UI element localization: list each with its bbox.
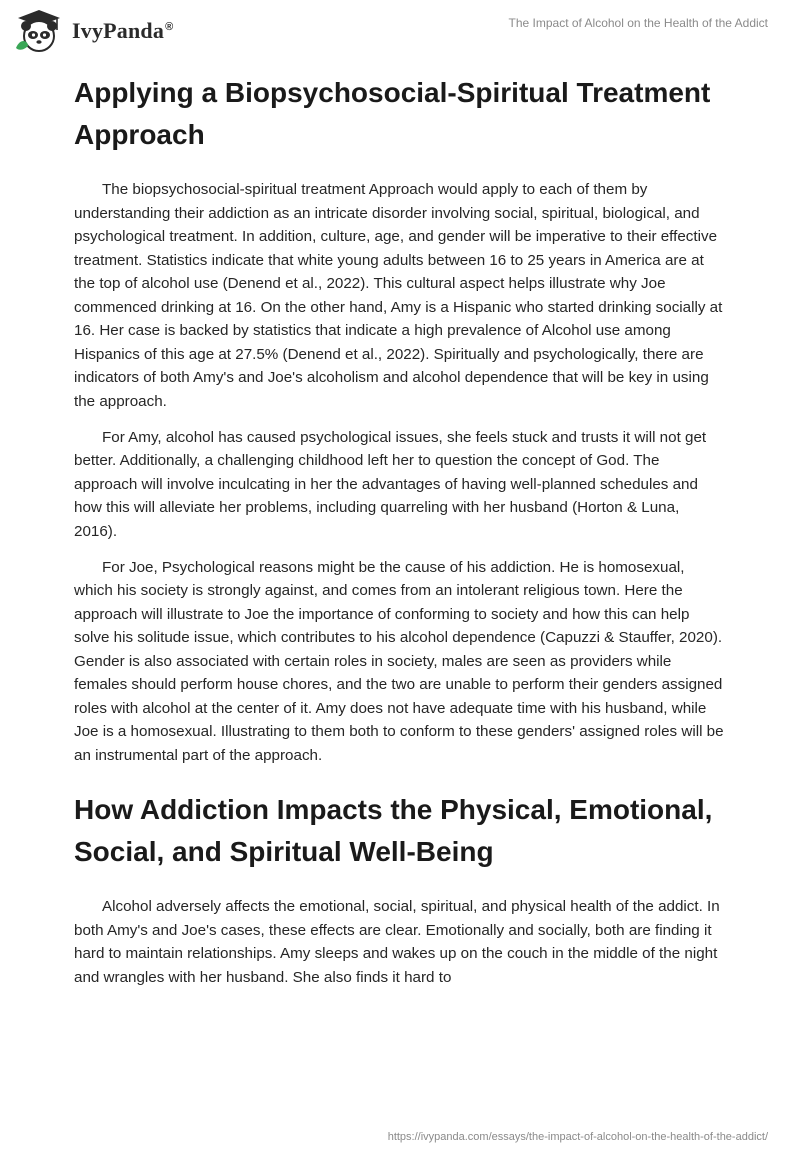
paragraph: For Amy, alcohol has caused psychological issues, she feels stuck and trusts it will not get better. Additionally, a challenging childhood left her to question the concept of God. The approach will involve inculcating in her the advantages of having well-planned schedules and how this will alleviate her problems, including quarreling with her husband (Horton & Luna, 2016). [74, 428, 707, 540]
ivypanda-logo[interactable] [14, 8, 173, 54]
section-heading: Applying a Biopsychosocial-Spiritual Treatment Approach [74, 77, 711, 150]
paragraph: For Joe, Psychological reasons might be the cause of his addiction. He is homosexual, which his society is strongly against, and comes from an intolerant religious town. Here the approach will illustrate to Joe the importance of conforming to society and how this can help solve his solitude issue, which contributes to his alcohol dependence (Capuzzi & Stauffer, 2020). Gender is also associated with certain roles in society, males are seen as providers while females should perform house chores, and the two are unable to perform their genders assigned roles with alcohol at the center of it. Amy does not have adequate time with his husband, while Joe is a homosexual. Illustrating to them both to conform to these genders' assigned roles will be an instrumental part of the approach. [74, 558, 724, 764]
essay-content [74, 72, 726, 989]
document-title: The Impact of Alcohol on the Health of the Addict [508, 16, 768, 30]
source-url[interactable]: https://ivypanda.com/essays/the-impact-of-alcohol-on-the-health-of-the-addict/ [387, 1131, 768, 1143]
page-header [0, 0, 800, 60]
paragraph: Alcohol adversely affects the emotional, social, spiritual, and physical health of the addict. In both Amy's and Joe's cases, these effects are clear. Emotionally and socially, both are finding it hard to maintain relationships. Amy sleeps and wakes up on the couch in the middle of the night and wrangles with her husband. She also finds it hard to [74, 898, 720, 986]
section-heading: How Addiction Impacts the Physical, Emotional, Social, and Spiritual Well-Being [74, 794, 713, 867]
paragraph: The biopsychosocial-spiritual treatment Approach would apply to each of them by understanding their addiction as an intricate disorder involving social, spiritual, biological, and psychological treatment. In addition, culture, age, and gender will be imperative to their effective treatment. Statistics indicate that white young adults between 16 to 25 years in America are at the top of alcohol use (Denend et al., 2022). This cultural aspect helps illustrate why Joe commenced drinking at 16. On the other hand, Amy is a Hispanic who started drinking socially at 16. Her case is backed by statistics that indicate a high prevalence of Alcohol use among Hispanics of this age at 27.5% (Denend et al., 2022). Spiritually and psychologically, there are indicators of both Amy's and Joe's alcoholism and alcohol dependence that will be key in using the approach. [74, 181, 723, 410]
panda-graduate-icon [14, 8, 64, 54]
brand-name: IvyPanda® [72, 18, 174, 43]
